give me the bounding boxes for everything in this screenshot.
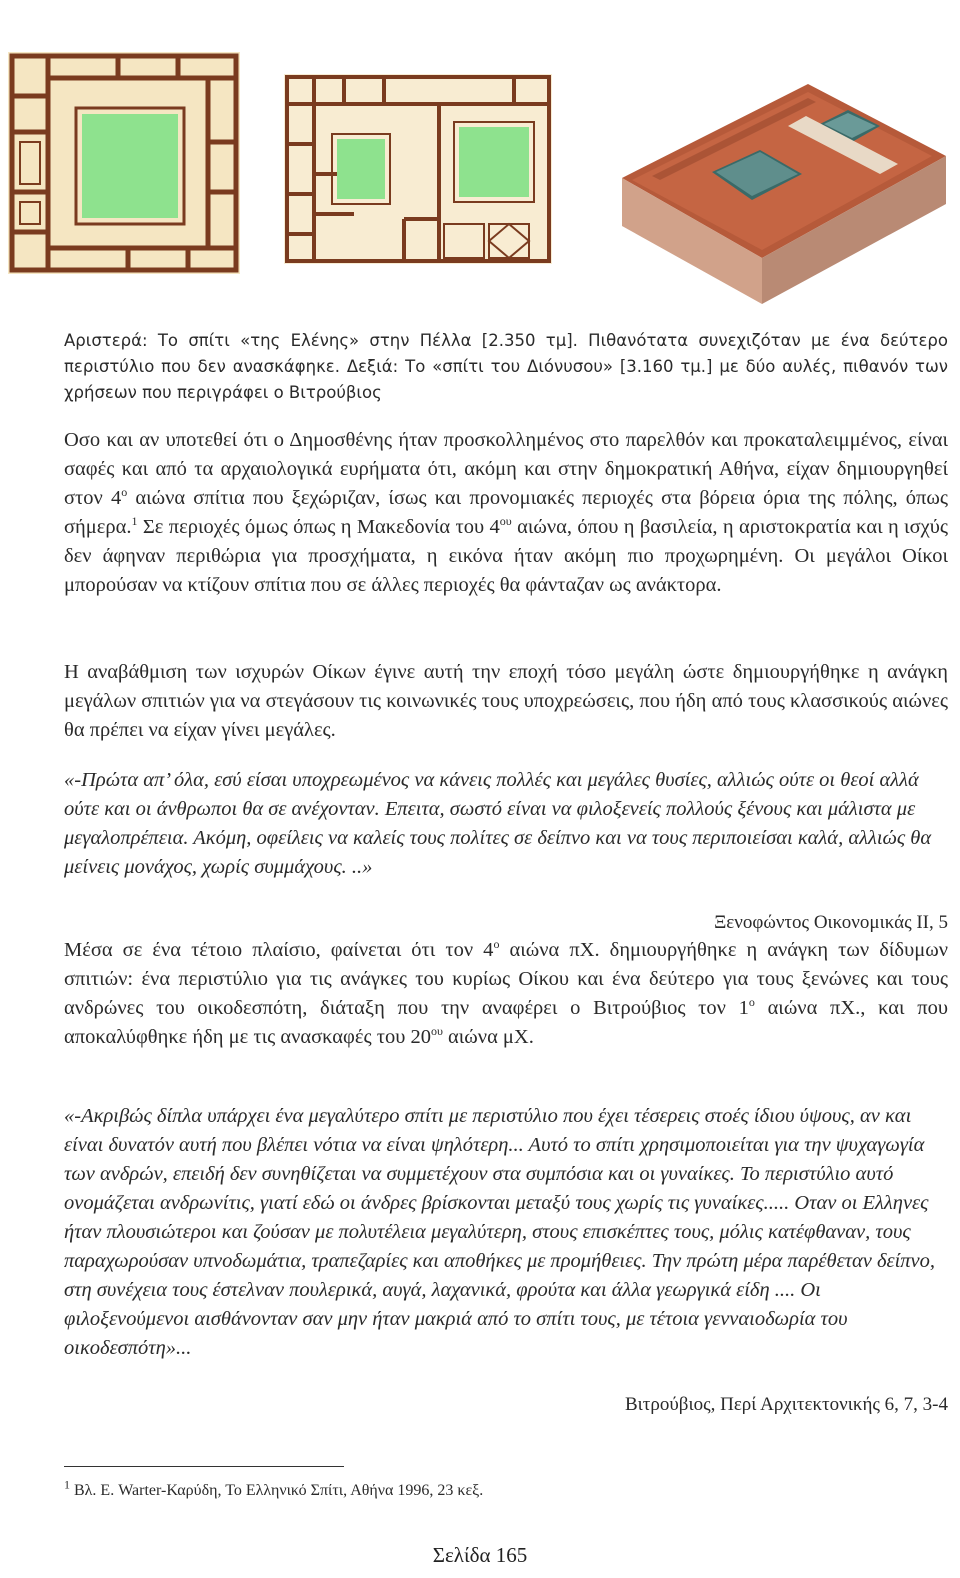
figures-row bbox=[0, 0, 960, 320]
source-vitruvius bbox=[64, 1392, 948, 1418]
quote2-text: «-Ακριβώς δίπλα υπάρχει ένα μεγαλύτερο σπίτι με περιστύλιο που έχει τέσερεις στοές ίδιου ύψους, αν και είναι δυνατόν αυτή που βλέπει νότια να είναι ψηλότερη... Αυτό το σπίτι χρησιμοποιείται για την ψυχαγωγία των ανδρών, επειδή δεν συνηθίζεται να συμμετέχουν στα συμπόσια και οι γυναίκες. Το περιστύλιο αυτό ονομάζεται ανδρωνίτις, γιατί εδώ οι άνδρες βρίσκονται μεταξύ τους χωρίς τις γυναίκες..... Οταν οι Ελληνες ήταν πλουσιώτεροι και ζούσαν με πολυτέλεια μεγαλύτερη, στους επισκέπτες τους, μόλις κατέφθαναν, τους παραχωρούσαν υπνοδωμάτια, τραπεζαρίες και αποθήκες με προμήθειες. Την πρώτη μέρα παρέθεταν δείπνο, στη συνέχεια τους έστελναν πουλερικά, αυγά, λαχανικά, φρούτα και άλλα γεωργικά είδη .... Οι φιλοξενούμενοι αισθάνονταν σαν μην ήταν μακριά από το σπίτι τους, με τέτοια γενναιοδωρία του οικοδεσπότη»... bbox=[64, 1105, 936, 1359]
para3-sup-3: ου bbox=[430, 1024, 443, 1039]
quote-xenophon bbox=[64, 766, 948, 882]
plan-house-of-helen bbox=[8, 52, 240, 274]
figure-caption bbox=[64, 328, 948, 406]
para1-part-a: Οσο και αν υποτεθεί ότι ο Δημοσθένης ήταν προσκολλημένος στο παρελθόν και προκαταλειμμένος, είναι σαφές και από τα αρχαιολογικά ευρήματα ότι, ακόμη και στην δημοκρατική Αθήνα, είχαν δημιουργηθεί στον 4 bbox=[64, 429, 948, 509]
para1-part-b: αιώνα σπίτια που ξεχώριζαν, ίσως και προνομιακές περιοχές στα βόρεια όρια της πόλης, όπως σήμερα. bbox=[64, 487, 948, 538]
source-xenophon bbox=[64, 910, 948, 936]
footnote-number: 1 bbox=[64, 1477, 70, 1492]
quote-vitruvius bbox=[64, 1102, 948, 1363]
caption-text: Αριστερά: Το σπίτι «της Ελένης» στην Πέλλα [2.350 τμ]. Πιθανότατα συνεχιζόταν με ένα δεύτερο περιστύλιο που δεν ανασκάφηκε. Δεξιά: Το «σπίτι του Διόνυσου» [3.160 τμ.] με δύο αυλές, πιθανόν των χρήσεων που περιγράφει ο Βιτρούβιος bbox=[64, 331, 948, 402]
paragraph-2 bbox=[64, 658, 948, 745]
source1-text: Ξενοφώντος Οικονομικάς ΙΙ, 5 bbox=[714, 912, 948, 933]
para1-sup-2: ου bbox=[499, 514, 512, 529]
footnote-ref-1[interactable]: 1 bbox=[131, 514, 138, 529]
para1-part-c: Σε περιοχές όμως όπως η Μακεδονία του 4 bbox=[137, 516, 500, 538]
paragraph-1 bbox=[64, 426, 948, 600]
plan-house-of-dionysus bbox=[284, 74, 552, 264]
para1-sup-1: ο bbox=[121, 485, 128, 500]
para2-text: Η αναβάθμιση των ισχυρών Οίκων έγινε αυτή την εποχή τόσο μεγάλη ώστε δημιουργήθηκε η ανάγκη μεγάλων σπιτιών για να στεγάσουν τις κοινωνικές τους υποχρεώσεις, που ήδη από τους κλασσικούς αιώνες θα πρέπει να είχαν γίνει μεγάλες. bbox=[64, 661, 948, 741]
para3-part-d: αιώνα μΧ. bbox=[442, 1026, 534, 1048]
para3-sup-1: ο bbox=[493, 937, 500, 952]
footnote-1 bbox=[64, 1477, 948, 1502]
paragraph-3 bbox=[64, 936, 948, 1052]
page-number: Σελίδα 165 bbox=[432, 1543, 528, 1567]
source2-text: Βιτρούβιος, Περί Αρχιτεκτονικής 6, 7, 3-4 bbox=[625, 1394, 948, 1415]
para3-part-b: αιώνα πΧ. δημιουργήθηκε η ανάγκη των δίδυμων σπιτιών: ένα περιστύλιο για τις ανάγκες του κυρίως Οίκου και ένα δεύτερο για τους ξενώνες και τους ανδρώνες του οικοδεσπότη, διάταξη που την αναφέρει ο Βιτρούβιος τον 1 bbox=[64, 939, 948, 1019]
footnote-text: Βλ. Ε. Warter-Καρύδη, Το Ελληνικό Σπίτι, Αθήνα 1996, 23 κεξ. bbox=[70, 1482, 484, 1499]
para3-part-c: αιώνα πΧ., και που αποκαλύφθηκε ήδη με τις ανασκαφές του 20 bbox=[64, 997, 948, 1048]
footnote-divider bbox=[64, 1466, 344, 1467]
quote1-text: «-Πρώτα απ’ όλα, εσύ είσαι υποχρεωμένος να κάνεις πολλές και μεγάλες θυσίες, αλλιώς ούτε οι θεοί αλλά ούτε και οι άνθρωποι θα σε ανέχονταν. Επειτα, σωστό είναι να φιλοξενείς πολλούς ξένους και μάλιστα με μεγαλοπρέπεια. Ακόμη, οφείλεις να καλείς τους πολίτες σε δείπνο και να τους περιποιείσαι καλά, αλλιώς θα μείνεις μονάχος, χωρίς συμμάχους. ..» bbox=[64, 769, 932, 878]
model-3d-reconstruction bbox=[612, 80, 948, 312]
para1-part-d: αιώνα, όπου η βασιλεία, η αριστοκρατία και η ισχύς δεν άφηναν περιθώρια για προσχήματα, η εικόνα ήταν ακόμη πιο προχωρημένη. Οι μεγάλοι Οίκοι μπορούσαν να κτίζουν σπίτια που σε άλλες περιοχές θα φάνταζαν ως ανάκτορα. bbox=[64, 516, 948, 596]
para3-part-a: Μέσα σε ένα τέτοιο πλαίσιο, φαίνεται ότι τον 4 bbox=[64, 939, 494, 961]
para3-sup-2: ο bbox=[748, 995, 755, 1010]
